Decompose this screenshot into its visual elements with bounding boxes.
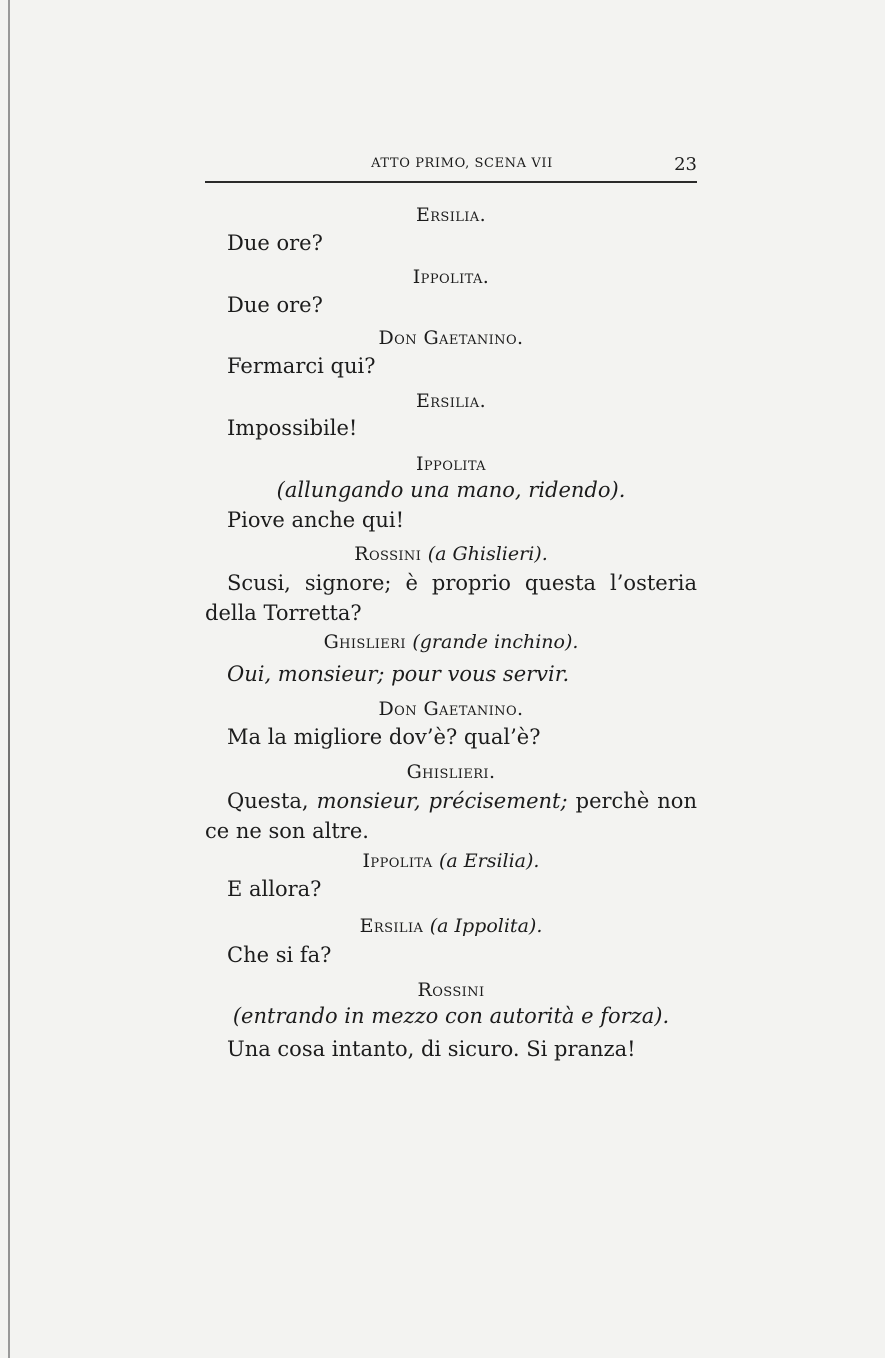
speaker-direction: (a Ippolita).	[429, 915, 543, 937]
dialogue-line	[205, 786, 697, 846]
speaker-heading	[205, 849, 697, 873]
speaker-name: Don Gaetanino.	[378, 327, 524, 349]
speaker-name: Ghislieri	[323, 631, 406, 653]
dialogue-line: Che si fa?	[227, 943, 332, 967]
speaker-name: Rossini	[354, 543, 422, 565]
speaker-name: Ippolita	[416, 453, 486, 475]
line-italic-text: monsieur, précisement;	[316, 789, 568, 813]
binding-edge	[8, 0, 10, 1358]
speaker-heading	[205, 914, 697, 938]
speaker-name: Ersilia	[359, 915, 424, 937]
speaker-direction: (a Ersilia).	[438, 850, 540, 872]
line-text: perchè non ce ne son altre.	[205, 789, 697, 843]
stage-direction: (entrando in mezzo con autorità e forza).	[232, 1004, 670, 1028]
speaker-name: Don Gaetanino.	[378, 698, 524, 720]
speaker-name: Rossini	[417, 979, 485, 1001]
dialogue-line: Una cosa intanto, di sicuro. Si pranza!	[227, 1037, 636, 1061]
dialogue-line: E allora?	[227, 877, 322, 901]
speaker-direction: (a Ghislieri).	[427, 543, 548, 565]
running-head	[205, 152, 697, 176]
speaker-heading	[205, 630, 697, 654]
page-number: 23	[674, 154, 697, 175]
dialogue-line: Ma la migliore dov’è? qual’è?	[227, 725, 541, 749]
dialogue-line: Piove anche qui!	[227, 508, 405, 532]
dialogue-line: Oui, monsieur; pour vous servir.	[227, 662, 570, 686]
dialogue-line: Due ore?	[227, 231, 323, 255]
speaker-name: Ersilia.	[415, 390, 487, 412]
stage-direction: (allungando una mano, ridendo).	[276, 478, 626, 502]
speaker-name: Ghislieri.	[406, 761, 496, 783]
dialogue-line: Impossibile!	[227, 416, 358, 440]
speaker-name: Ippolita	[362, 850, 433, 872]
speaker-name: Ippolita.	[412, 266, 490, 288]
header-rule	[205, 181, 697, 183]
line-text: Questa,	[227, 789, 317, 813]
dialogue-line: Fermarci qui?	[227, 354, 376, 378]
dialogue-line: Scusi, signore; è proprio questa l’osteria della Torretta?	[205, 571, 697, 625]
dialogue-line: Due ore?	[227, 293, 323, 317]
running-title: ATTO PRIMO, SCENA VII	[371, 156, 553, 171]
speaker-direction: (grande inchino).	[412, 631, 579, 653]
speaker-heading	[205, 542, 697, 566]
speaker-name: Ersilia.	[415, 204, 487, 226]
